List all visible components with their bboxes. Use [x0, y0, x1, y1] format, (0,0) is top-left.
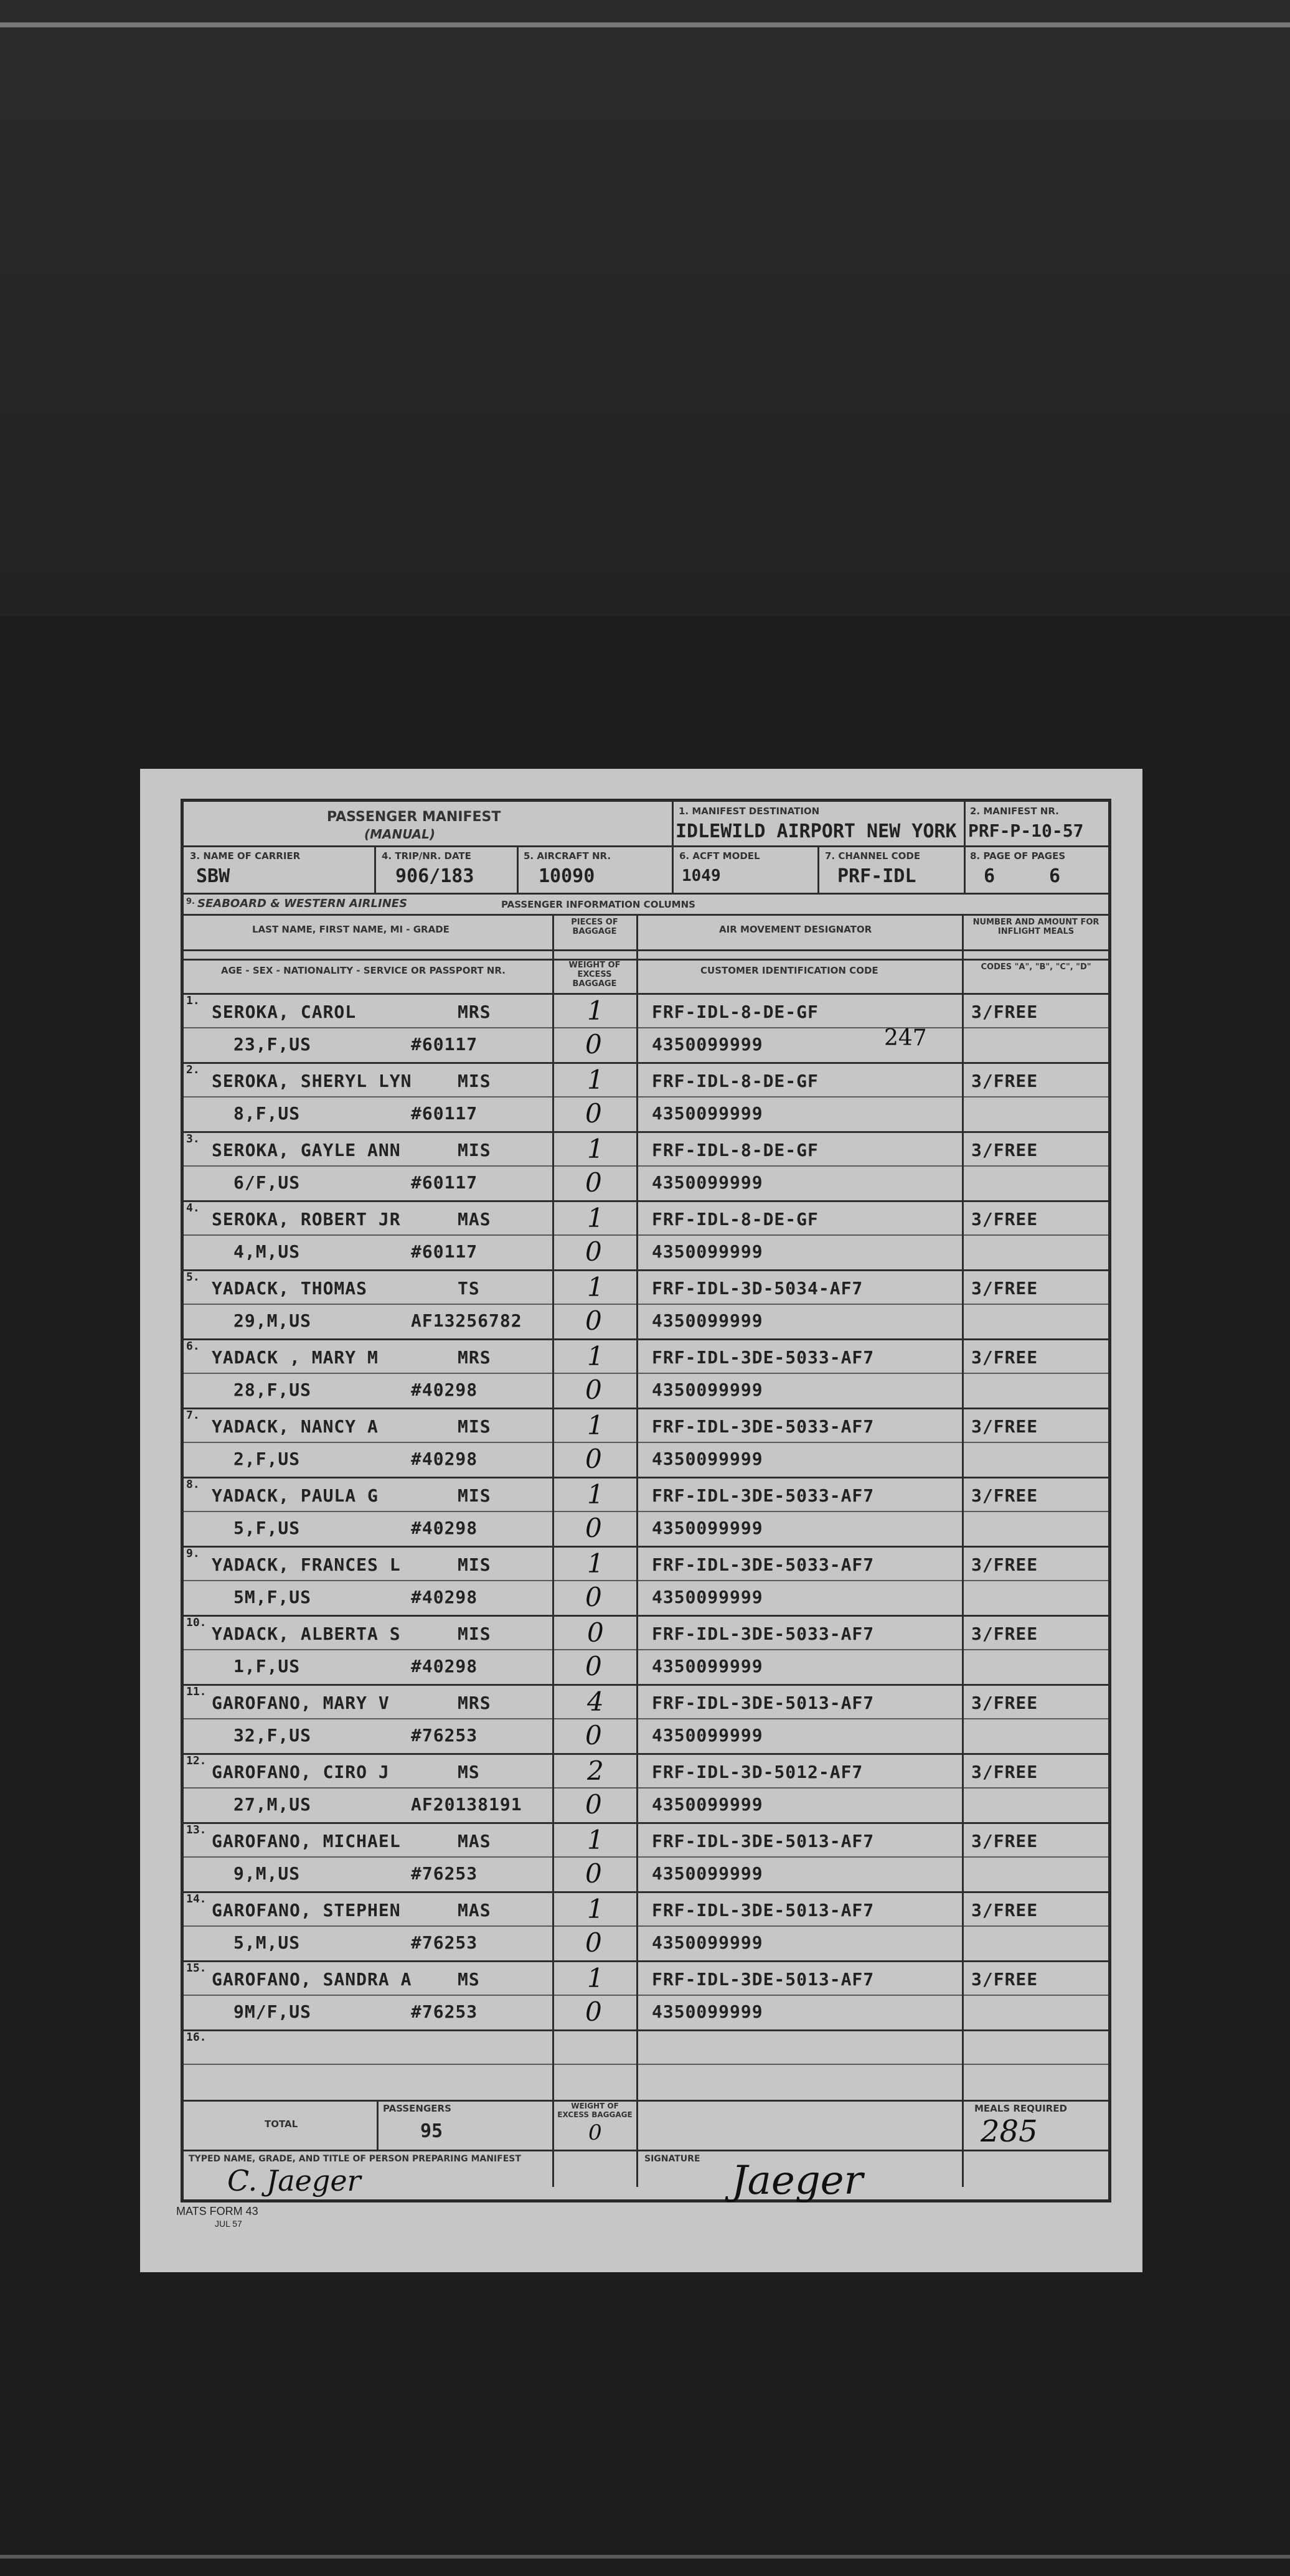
passenger-detail: 8,F,US: [233, 1103, 301, 1124]
row-number: 2.: [186, 1063, 200, 1076]
col-designator-label: AIR MOVEMENT DESIGNATOR: [719, 924, 872, 935]
passenger-id: #76253: [411, 1863, 478, 1884]
row-number: 5.: [186, 1271, 200, 1284]
air-movement-designator: FRF-IDL-3DE-5033-AF7: [652, 1416, 875, 1437]
baggage-pieces: 1: [587, 1548, 604, 1579]
customer-code: 4350099999: [652, 1310, 763, 1331]
baggage-pieces: 1: [587, 1134, 604, 1164]
customer-code: 4350099999: [652, 1587, 763, 1607]
passenger-grade: MRS: [458, 1347, 491, 1368]
baggage-pieces: 4: [587, 1686, 604, 1717]
meals-code: 3/FREE: [971, 1347, 1038, 1368]
preparer-label: TYPED NAME, GRADE, AND TITLE OF PERSON PREPARING MANIFEST: [189, 2154, 521, 2164]
passenger-detail: 27,M,US: [233, 1794, 312, 1815]
passengers-total-label: PASSENGERS: [383, 2103, 451, 2114]
customer-code: 4350099999: [652, 1034, 763, 1055]
totals-rule-bottom: [184, 2150, 1108, 2151]
customer-code: 4350099999: [652, 1241, 763, 1262]
meals-code: 3/FREE: [971, 1900, 1038, 1920]
row-mid-rule: [184, 1511, 1108, 1512]
baggage-pieces: 1: [587, 1203, 604, 1233]
passenger-detail: 9M/F,US: [233, 2001, 312, 2022]
header-divider-mnr: [964, 802, 966, 893]
passenger-grade: MS: [458, 1762, 480, 1782]
meals-code: 3/FREE: [971, 1624, 1038, 1644]
row-mid-rule: [184, 2064, 1108, 2065]
passenger-detail: 5M,F,US: [233, 1587, 312, 1607]
air-movement-designator: FRF-IDL-3DE-5033-AF7: [652, 1485, 875, 1506]
passenger-name: SEROKA, SHERYL LYN: [212, 1071, 412, 1091]
baggage-weight: 0: [585, 1444, 602, 1474]
meals-code: 3/FREE: [971, 1831, 1038, 1851]
passenger-name: GAROFANO, MICHAEL: [212, 1831, 401, 1851]
header-divider-channel: [817, 845, 819, 893]
page-value: 6: [984, 865, 996, 887]
baggage-weight: 0: [585, 1029, 602, 1060]
passenger-grade: MRS: [458, 1002, 491, 1022]
row-mid-rule: [184, 1165, 1108, 1167]
passenger-detail: 6/F,US: [233, 1172, 301, 1193]
carrier-label: 3. NAME OF CARRIER: [190, 850, 301, 862]
air-movement-designator: FRF-IDL-3DE-5033-AF7: [652, 1554, 875, 1575]
col-name-line2: AGE - SEX - NATIONALITY - SERVICE OR PASSPORT NR.: [221, 965, 506, 976]
customer-code: 4350099999: [652, 1656, 763, 1676]
pages-value: 6: [1049, 865, 1061, 887]
form-date: JUL 57: [215, 2219, 242, 2229]
passenger-grade: MIS: [458, 1554, 491, 1575]
baggage-pieces: 1: [587, 1341, 604, 1371]
row-number: 6.: [186, 1340, 200, 1353]
total-label: TOTAL: [265, 2118, 298, 2130]
passenger-detail: 28,F,US: [233, 1380, 312, 1400]
row-number: 3.: [186, 1132, 200, 1145]
baggage-pieces: 1: [587, 1272, 604, 1302]
row-number: 10.: [186, 1616, 207, 1629]
page-label: 8. PAGE OF PAGES: [970, 850, 1066, 862]
passenger-name: GAROFANO, STEPHEN: [212, 1900, 401, 1920]
trip-value: 906/183: [395, 865, 474, 887]
passenger-name: YADACK, THOMAS: [212, 1278, 368, 1299]
meals-code: 3/FREE: [971, 1278, 1038, 1299]
row-rule: [184, 2029, 1108, 2031]
air-movement-designator: FRF-IDL-8-DE-GF: [652, 1140, 819, 1160]
baggage-weight: 0: [585, 1513, 602, 1543]
meals-code: 3/FREE: [971, 1693, 1038, 1713]
air-movement-designator: FRF-IDL-3D-5034-AF7: [652, 1278, 864, 1299]
destination-value: IDLEWILD AIRPORT NEW YORK: [676, 820, 957, 842]
air-movement-designator: FRF-IDL-3DE-5013-AF7: [652, 1831, 875, 1851]
baggage-pieces: 1: [587, 1410, 604, 1441]
customer-code: 4350099999: [652, 1103, 763, 1124]
row-mid-rule: [184, 1925, 1108, 1927]
col-customer-label: CUSTOMER IDENTIFICATION CODE: [700, 965, 878, 976]
destination-label: 1. MANIFEST DESTINATION: [679, 806, 820, 817]
row-rule: [184, 1269, 1108, 1271]
row-rule: [184, 1684, 1108, 1686]
passenger-id: #40298: [411, 1587, 478, 1607]
weight-total-value: 0: [588, 2120, 602, 2145]
passenger-detail: 5,F,US: [233, 1518, 301, 1538]
row-rule: [184, 1753, 1108, 1755]
passenger-id: #40298: [411, 1656, 478, 1676]
row-rule: [184, 1408, 1108, 1409]
passenger-id: #76253: [411, 2001, 478, 2022]
passenger-detail: 4,M,US: [233, 1241, 301, 1262]
passenger-id: #76253: [411, 1932, 478, 1953]
row-rule: [184, 1891, 1108, 1893]
scanner-background-top: [0, 0, 1290, 616]
channel-label: 7. CHANNEL CODE: [825, 850, 921, 862]
passenger-id: #40298: [411, 1380, 478, 1400]
passenger-name: YADACK, NANCY A: [212, 1416, 379, 1437]
model-value: 1049: [682, 867, 721, 885]
row-number: 14.: [186, 1892, 207, 1906]
row-rule: [184, 1960, 1108, 1962]
row-rule: [184, 993, 1108, 995]
baggage-pieces: 1: [587, 1963, 604, 1993]
row-number: 8.: [186, 1478, 200, 1491]
passenger-id: #60117: [411, 1103, 478, 1124]
passenger-grade: MIS: [458, 1071, 491, 1091]
passenger-name: YADACK, PAULA G: [212, 1485, 379, 1506]
air-movement-designator: FRF-IDL-3DE-5013-AF7: [652, 1969, 875, 1990]
row-mid-rule: [184, 1304, 1108, 1305]
meals-code: 3/FREE: [971, 1485, 1038, 1506]
header-rule-5: [184, 959, 1108, 961]
air-movement-designator: FRF-IDL-3DE-5013-AF7: [652, 1900, 875, 1920]
row-number: 11.: [186, 1685, 207, 1698]
air-movement-designator: FRF-IDL-3DE-5033-AF7: [652, 1347, 875, 1368]
customer-code: 4350099999: [652, 1518, 763, 1538]
row-mid-rule: [184, 1580, 1108, 1581]
baggage-pieces: 1: [587, 1825, 604, 1855]
col-divider-baggage: [636, 914, 638, 2187]
col-meals-label: NUMBER AND AMOUNT FOR INFLIGHT MEALS: [972, 918, 1099, 936]
air-movement-designator: FRF-IDL-3D-5012-AF7: [652, 1762, 864, 1782]
passenger-id: #60117: [411, 1034, 478, 1055]
passenger-detail: 1,F,US: [233, 1656, 301, 1676]
row-mid-rule: [184, 1096, 1108, 1098]
weight-total-label: WEIGHT OF EXCESS BAGGAGE: [557, 2102, 633, 2119]
passenger-name: GAROFANO, SANDRA A: [212, 1969, 412, 1990]
air-movement-designator: FRF-IDL-8-DE-GF: [652, 1002, 819, 1022]
header-rule-3: [184, 914, 1108, 916]
airline-stamp: SEABOARD & WESTERN AIRLINES: [197, 897, 408, 910]
manifest-nr-value: PRF-P-10-57: [968, 820, 1084, 841]
passenger-grade: MIS: [458, 1624, 491, 1644]
baggage-weight: 0: [585, 1927, 602, 1958]
meals-code: 3/FREE: [971, 1554, 1038, 1575]
row-mid-rule: [184, 1027, 1108, 1028]
passengers-total-value: 95: [420, 2120, 443, 2142]
row-mid-rule: [184, 1856, 1108, 1858]
header-rule-1: [184, 845, 1108, 847]
passenger-name: GAROFANO, CIRO J: [212, 1762, 390, 1782]
carrier-value: SBW: [196, 865, 230, 887]
passenger-name: SEROKA, CAROL: [212, 1002, 357, 1022]
passenger-id: AF13256782: [411, 1310, 522, 1331]
passenger-grade: TS: [458, 1278, 480, 1299]
customer-code: 4350099999: [652, 1380, 763, 1400]
customer-code: 4350099999: [652, 2001, 763, 2022]
meals-code: 3/FREE: [971, 1416, 1038, 1437]
passenger-id: #60117: [411, 1172, 478, 1193]
carrier-suffix-label: 9.: [186, 897, 195, 906]
passenger-id: #60117: [411, 1241, 478, 1262]
header-rule-4: [184, 949, 1108, 951]
passenger-name: YADACK, FRANCES L: [212, 1554, 401, 1575]
passenger-id: AF20138191: [411, 1794, 522, 1815]
baggage-weight: 0: [585, 1098, 602, 1129]
passenger-grade: MIS: [458, 1140, 491, 1160]
passenger-grade: MAS: [458, 1831, 491, 1851]
baggage-weight: 0: [585, 1236, 602, 1267]
row-mid-rule: [184, 1234, 1108, 1236]
scanner-edge-line: [0, 22, 1290, 27]
meals-total-label: MEALS REQUIRED: [974, 2103, 1067, 2114]
meals-code: 3/FREE: [971, 1002, 1038, 1022]
manifest-subtitle: (MANUAL): [364, 827, 435, 842]
passenger-grade: MAS: [458, 1209, 491, 1229]
customer-code: 4350099999: [652, 1725, 763, 1746]
baggage-weight: 0: [585, 1996, 602, 2027]
row-mid-rule: [184, 1718, 1108, 1719]
manifest-nr-label: 2. MANIFEST NR.: [970, 806, 1059, 817]
col-name-line1: LAST NAME, FIRST NAME, MI - GRADE: [252, 924, 450, 935]
row-rule: [184, 1200, 1108, 1202]
header-rule-2: [184, 893, 1108, 895]
customer-code: 4350099999: [652, 1863, 763, 1884]
baggage-pieces: 2: [587, 1756, 604, 1786]
baggage-pieces: 1: [587, 1894, 604, 1924]
passenger-id: #40298: [411, 1518, 478, 1538]
passenger-detail: 32,F,US: [233, 1725, 312, 1746]
col-pieces-label: PIECES OF BAGGAGE: [571, 918, 618, 936]
preparer-name: C. Jaeger: [227, 2164, 361, 2198]
manifest-title: PASSENGER MANIFEST: [327, 809, 501, 825]
row-mid-rule: [184, 1787, 1108, 1789]
signature-label: SIGNATURE: [644, 2154, 700, 2164]
row-rule: [184, 1822, 1108, 1824]
passenger-name: YADACK , MARY M: [212, 1347, 379, 1368]
passenger-detail: 2,F,US: [233, 1449, 301, 1469]
row-number: 1.: [186, 994, 200, 1007]
passenger-detail: 9,M,US: [233, 1863, 301, 1884]
meals-total-value: 285: [981, 2114, 1038, 2149]
totals-rule-top: [184, 2100, 1108, 2102]
meals-code: 3/FREE: [971, 1071, 1038, 1091]
row-number: 15.: [186, 1962, 207, 1975]
baggage-weight: 0: [585, 1651, 602, 1681]
meals-code: 3/FREE: [971, 1762, 1038, 1782]
trip-label: 4. TRIP/NR. DATE: [382, 850, 471, 862]
air-movement-designator: FRF-IDL-3DE-5033-AF7: [652, 1624, 875, 1644]
col-divider-code: [962, 914, 964, 2187]
row-number: 13.: [186, 1823, 207, 1836]
baggage-weight: 0: [585, 1582, 602, 1612]
baggage-weight: 0: [585, 1720, 602, 1751]
passenger-name: GAROFANO, MARY V: [212, 1693, 390, 1713]
row-number: 7.: [186, 1409, 200, 1422]
baggage-pieces: 1: [587, 1479, 604, 1510]
row-number: 12.: [186, 1754, 207, 1767]
row-number: 9.: [186, 1547, 200, 1560]
col-codes-label: CODES "A", "B", "C", "D": [981, 962, 1091, 972]
passenger-id: #40298: [411, 1449, 478, 1469]
passenger-grade: MIS: [458, 1416, 491, 1437]
header-divider-trip: [374, 845, 376, 893]
row-rule: [184, 1062, 1108, 1064]
col-divider-name: [552, 914, 554, 2187]
row-number: 16.: [186, 2031, 207, 2044]
row-rule: [184, 1546, 1108, 1548]
aircraft-value: 10090: [539, 865, 595, 887]
passenger-id: #76253: [411, 1725, 478, 1746]
col-weight-label: WEIGHT OF EXCESS BAGGAGE: [568, 961, 621, 989]
row-number: 4.: [186, 1201, 200, 1215]
passenger-detail: 29,M,US: [233, 1310, 312, 1331]
air-movement-designator: FRF-IDL-8-DE-GF: [652, 1071, 819, 1091]
aircraft-label: 5. AIRCRAFT NR.: [524, 850, 611, 862]
totals-divider: [377, 2100, 379, 2150]
model-label: 6. ACFT MODEL: [679, 850, 760, 862]
row-mid-rule: [184, 1373, 1108, 1374]
baggage-weight: 0: [585, 1858, 602, 1889]
customer-code: 4350099999: [652, 1449, 763, 1469]
air-movement-designator: FRF-IDL-8-DE-GF: [652, 1209, 819, 1229]
row-mid-rule: [184, 1995, 1108, 1996]
passenger-grade: MIS: [458, 1485, 491, 1506]
row-rule: [184, 1338, 1108, 1340]
row-mid-rule: [184, 1442, 1108, 1443]
form-number: MATS FORM 43: [176, 2205, 258, 2217]
meals-code: 3/FREE: [971, 1140, 1038, 1160]
scanner-edge-line-bottom: [0, 2555, 1290, 2559]
meals-code: 3/FREE: [971, 1209, 1038, 1229]
passenger-detail: 23,F,US: [233, 1034, 312, 1055]
air-movement-designator: FRF-IDL-3DE-5013-AF7: [652, 1693, 875, 1713]
passenger-detail: 5,M,US: [233, 1932, 301, 1953]
baggage-weight: 0: [585, 1167, 602, 1198]
customer-code: 4350099999: [652, 1794, 763, 1815]
row-rule: [184, 1131, 1108, 1133]
header-divider-acft: [517, 845, 519, 893]
baggage-pieces: 1: [587, 995, 604, 1026]
baggage-pieces: 1: [587, 1065, 604, 1095]
manifest-form: [181, 799, 1111, 2202]
row-rule: [184, 1477, 1108, 1478]
passenger-grade: MRS: [458, 1693, 491, 1713]
row-mid-rule: [184, 1649, 1108, 1650]
meals-code: 3/FREE: [971, 1969, 1038, 1990]
handwritten-note: 247: [884, 1025, 927, 1051]
channel-value: PRF-IDL: [837, 865, 916, 887]
header-divider-dest: [672, 802, 674, 893]
customer-code: 4350099999: [652, 1172, 763, 1193]
baggage-weight: 0: [585, 1789, 602, 1820]
baggage-weight: 0: [585, 1305, 602, 1336]
info-columns-label: PASSENGER INFORMATION COLUMNS: [501, 899, 695, 910]
passenger-grade: MAS: [458, 1900, 491, 1920]
passenger-grade: MS: [458, 1969, 480, 1990]
passenger-name: SEROKA, ROBERT JR: [212, 1209, 401, 1229]
baggage-weight: 0: [585, 1375, 602, 1405]
signature: Jaeger: [732, 2158, 864, 2204]
passenger-name: SEROKA, GAYLE ANN: [212, 1140, 401, 1160]
row-rule: [184, 1615, 1108, 1617]
passenger-name: YADACK, ALBERTA S: [212, 1624, 401, 1644]
baggage-pieces: 0: [587, 1617, 604, 1648]
customer-code: 4350099999: [652, 1932, 763, 1953]
